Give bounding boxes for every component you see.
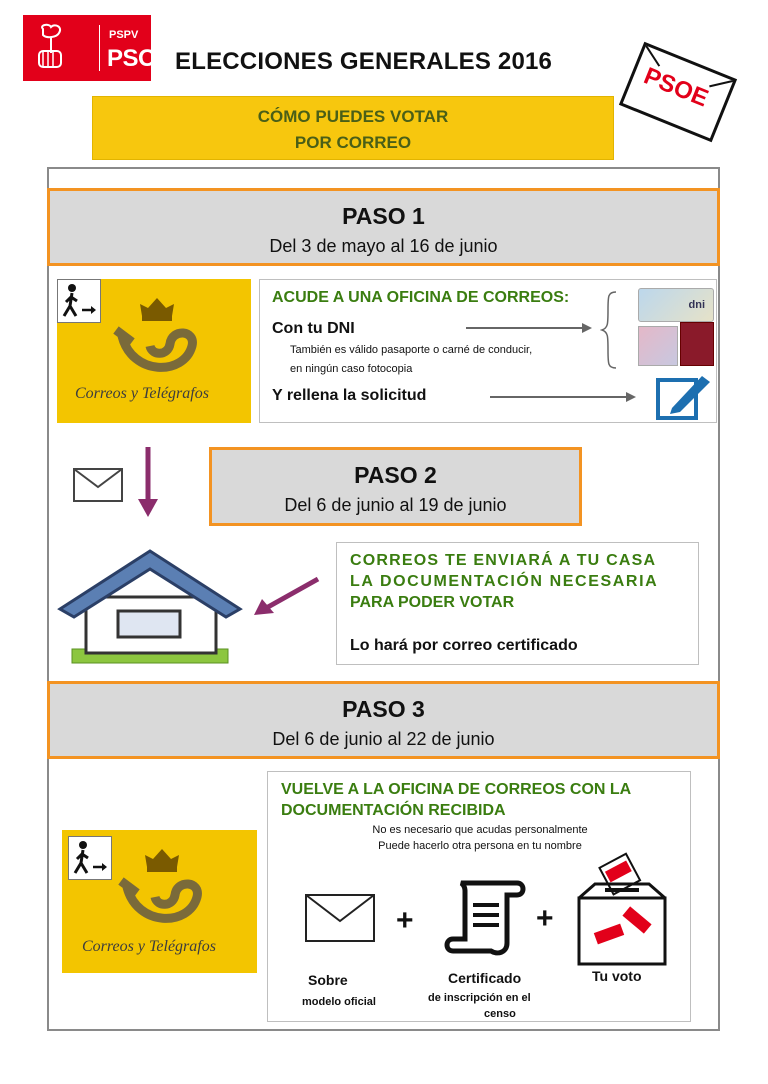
stamp-label: PSOE bbox=[639, 62, 712, 113]
step-3-note-2: Puede hacerlo otra persona en tu nombre bbox=[378, 840, 582, 852]
correos-brand-2: Correos y Telégrafos bbox=[82, 938, 216, 955]
envelope-icon bbox=[72, 467, 124, 503]
step-3-info-box bbox=[267, 771, 691, 1022]
post-horn-crown-icon bbox=[112, 294, 202, 382]
certificado-sublabel-2: censo bbox=[484, 1008, 516, 1020]
dni-note-1: También es válido pasaporte o carné de conducir, bbox=[290, 344, 533, 356]
step-1-dates: Del 3 de mayo al 16 de junio bbox=[269, 236, 498, 256]
form-pencil-icon bbox=[654, 370, 716, 422]
tu-voto-label: Tu voto bbox=[592, 968, 642, 984]
logo-pspv: PSPV bbox=[109, 29, 139, 41]
step-3-title: PASO 3 bbox=[342, 696, 425, 722]
logo-divider bbox=[99, 25, 100, 71]
sobre-sublabel: modelo oficial bbox=[302, 996, 376, 1008]
house-icon bbox=[56, 545, 246, 669]
step-1-info-box bbox=[259, 279, 717, 423]
banner-line-1: CÓMO PUEDES VOTAR bbox=[257, 107, 449, 126]
step-1-heading: ACUDE A UNA OFICINA DE CORREOS: bbox=[272, 289, 570, 306]
banner-line-2: POR CORREO bbox=[294, 133, 412, 152]
correos-logo-2 bbox=[62, 830, 257, 973]
step-1-title: PASO 1 bbox=[342, 203, 425, 229]
step-2-info-box bbox=[336, 542, 699, 665]
step-3-header bbox=[47, 681, 720, 759]
step-2-line-3: PARA PODER VOTAR bbox=[350, 594, 515, 611]
dni-card-text: dni bbox=[688, 299, 705, 311]
rose-fist-icon bbox=[31, 23, 71, 73]
page-title: ELECCIONES GENERALES 2016 bbox=[175, 48, 553, 75]
walking-person-icon bbox=[57, 279, 101, 323]
step-2-line-2: LA DOCUMENTACIÓN NECESARIA bbox=[350, 573, 659, 590]
certificado-sublabel-1: de inscripción en el bbox=[428, 992, 531, 1004]
down-arrow-icon bbox=[133, 445, 163, 519]
step-2-line-1: CORREOS TE ENVIARÁ A TU CASA bbox=[350, 552, 657, 569]
title-banner bbox=[92, 96, 614, 160]
psoe-logo bbox=[23, 15, 172, 81]
sobre-label: Sobre bbox=[308, 972, 348, 988]
logo-psoe: PSOE bbox=[107, 45, 172, 72]
passport-image bbox=[680, 322, 714, 366]
arrow-to-form-icon bbox=[490, 387, 640, 407]
sobre-envelope-icon bbox=[304, 893, 376, 943]
dni-note-2: en ningún caso fotocopia bbox=[290, 363, 413, 375]
step-2-dates: Del 6 de junio al 19 de junio bbox=[284, 495, 507, 515]
step-3-note-1: No es necesario que acudas personalmente bbox=[372, 824, 588, 836]
dni-card-image bbox=[638, 288, 714, 322]
walking-person-icon-2 bbox=[68, 836, 112, 880]
certificado-label: Certificado bbox=[448, 970, 522, 986]
left-arrow-icon bbox=[252, 575, 322, 617]
certified-mail-note: Lo hará por correo certificado bbox=[350, 637, 578, 654]
correos-brand-1: Correos y Telégrafos bbox=[75, 385, 209, 402]
step-2-header bbox=[209, 447, 582, 526]
step-2-title: PASO 2 bbox=[354, 462, 437, 488]
form-label: Y rellena la solicitud bbox=[272, 387, 427, 404]
brace-icon bbox=[600, 290, 620, 370]
ballot-box-icon bbox=[575, 850, 669, 968]
arrow-to-dni-icon bbox=[460, 318, 600, 338]
post-horn-crown-icon-2 bbox=[117, 845, 207, 933]
plus-sign-1: + bbox=[396, 904, 414, 937]
correos-logo-1 bbox=[57, 279, 251, 423]
step-3-dates: Del 6 de junio al 22 de junio bbox=[272, 729, 495, 749]
plus-sign-2: + bbox=[536, 902, 554, 935]
step-3-heading-2: DOCUMENTACIÓN RECIBIDA bbox=[281, 802, 506, 819]
dni-label: Con tu DNI bbox=[272, 320, 355, 337]
psoe-envelope-stamp bbox=[619, 42, 737, 143]
driving-license-image bbox=[638, 326, 678, 366]
step-1-header bbox=[47, 188, 720, 266]
certificate-scroll-icon bbox=[443, 875, 529, 957]
step-3-heading-1: VUELVE A LA OFICINA DE CORREOS CON LA bbox=[281, 781, 632, 798]
